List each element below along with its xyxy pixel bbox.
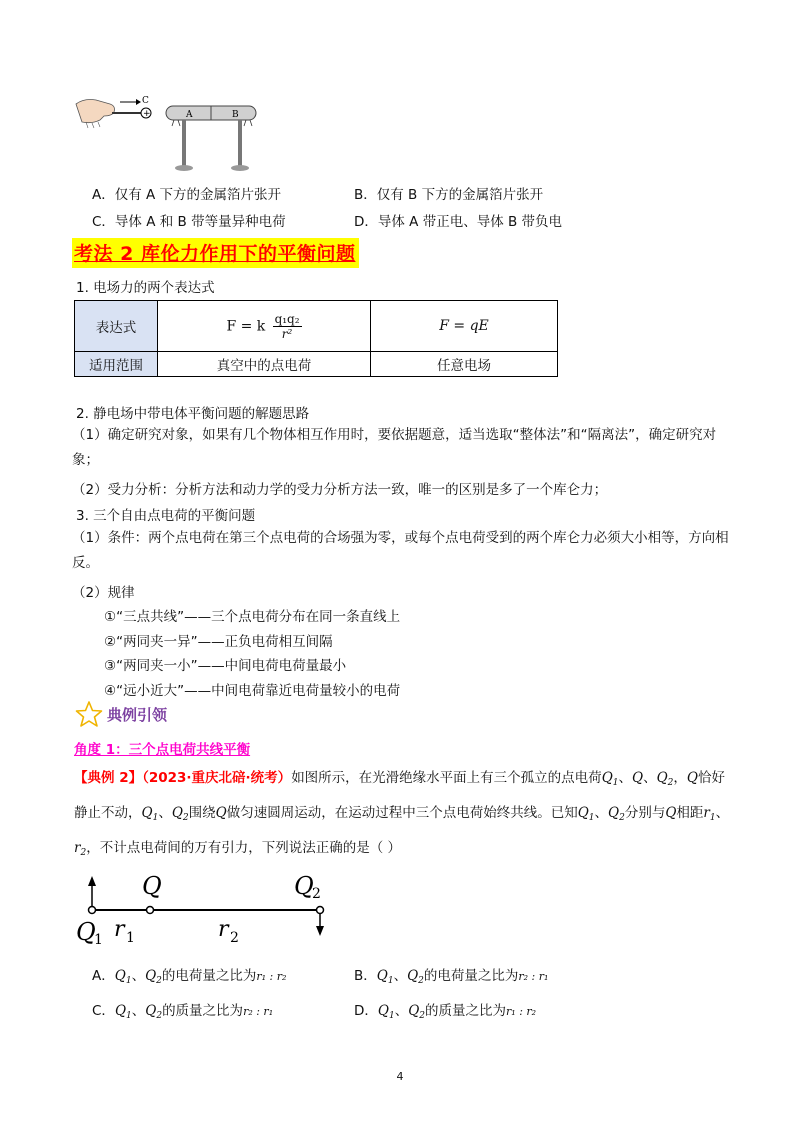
label-r2-sub: 2 bbox=[230, 930, 239, 946]
option-c: C．$Q_1$、$Q_2$的质量之比为r₂ : r₁ bbox=[92, 1003, 274, 1021]
section-heading: 考法 2 库伦力作用下的平衡问题 bbox=[72, 238, 359, 268]
example-text: 做匀速圆周运动，在运动过程中三个点电荷始终共线。已知 bbox=[226, 805, 578, 821]
svg-text:+: + bbox=[143, 109, 151, 119]
formula-numerator: q₁q₂ bbox=[274, 311, 300, 326]
option-a: A．$Q_1$、$Q_2$的电荷量之比为r₁ : r₂ bbox=[92, 968, 287, 986]
symbol-q2: $Q_2$ bbox=[171, 805, 189, 823]
symbol-q2: $Q_2$ bbox=[656, 770, 674, 788]
item-3-paragraph-1: （1）条件：两个点电荷在第三个点电荷的合场强为零，或每个点电荷受到的两个库仑力必须大小相等，方向相反。 bbox=[72, 530, 729, 571]
figure-conductors bbox=[74, 94, 274, 174]
example-banner bbox=[74, 700, 167, 728]
expression-table bbox=[74, 300, 558, 377]
example-text: 恰好静止不动， bbox=[74, 770, 725, 821]
rule-item: ③“两同夹一小”——中间电荷电荷量最小 bbox=[104, 658, 347, 674]
symbol-q1: $Q_1$ bbox=[141, 805, 159, 823]
figure-three-charges bbox=[70, 862, 340, 952]
formula-coulomb-lhs: F = k bbox=[226, 318, 266, 334]
formula-fraction bbox=[273, 312, 302, 341]
item-1-title: 1. 电场力的两个表达式 bbox=[76, 280, 215, 296]
option-d: D．导体 A 带正电、导体 B 带负电 bbox=[354, 214, 563, 230]
label-q1-sub: 1 bbox=[94, 932, 103, 948]
example-source: （2023·重庆北碚·统考） bbox=[142, 770, 292, 786]
label-q1: Q bbox=[76, 918, 96, 946]
example-text: 如图所示，在光滑绝缘水平面上有三个孤立的点电荷 bbox=[291, 770, 602, 786]
example-text: 相距 bbox=[676, 805, 704, 821]
symbol-q: Q bbox=[686, 770, 698, 786]
example-label: 【典例 2】 bbox=[74, 770, 143, 786]
section-heading-wrap bbox=[72, 238, 359, 268]
example-text: ，不计点电荷间的万有引力，下列说法正确的是（ ） bbox=[86, 840, 401, 856]
angle-title: 角度 1：三个点电荷共线平衡 bbox=[74, 742, 251, 758]
option-b: B．仅有 B 下方的金属箔片张开 bbox=[354, 187, 544, 203]
item-3-paragraph-2: （2）规律 bbox=[72, 585, 135, 601]
formula-field bbox=[371, 301, 558, 352]
item-2-title: 2. 静电场中带电体平衡问题的解题思路 bbox=[76, 406, 310, 422]
rule-item: ①“三点共线”——三个点电荷分布在同一条直线上 bbox=[104, 609, 401, 625]
page-number: 4 bbox=[396, 1070, 404, 1083]
option-d: D．$Q_1$、$Q_2$的质量之比为r₁ : r₂ bbox=[354, 1003, 537, 1021]
formula-coulomb bbox=[158, 301, 371, 352]
table-header-scope: 适用范围 bbox=[75, 352, 158, 377]
label-r1-sub: 1 bbox=[126, 930, 135, 946]
label-q: Q bbox=[142, 872, 162, 900]
option-a: A．仅有 A 下方的金属箔片张开 bbox=[92, 187, 282, 203]
label-c: C bbox=[142, 96, 149, 106]
formula-denominator: r² bbox=[281, 326, 293, 341]
rule-item: ②“两同夹一异”——正负电荷相互间隔 bbox=[104, 634, 333, 650]
symbol-r1: $r_1$ bbox=[703, 805, 716, 823]
rule-item: ④“远小近大”——中间电荷靠近电荷量较小的电荷 bbox=[104, 683, 401, 699]
formula-field-text: F = qE bbox=[439, 318, 489, 334]
label-q2: Q bbox=[294, 872, 314, 900]
label-r1: r bbox=[114, 917, 125, 942]
label-r2: r bbox=[218, 917, 229, 942]
option-b: B．$Q_1$、$Q_2$的电荷量之比为r₂ : r₁ bbox=[354, 968, 549, 986]
label-a: A bbox=[186, 110, 193, 120]
label-q2-sub: 2 bbox=[312, 886, 321, 902]
table-header-expression: 表达式 bbox=[75, 301, 158, 352]
symbol-q1: $Q_1$ bbox=[601, 770, 619, 788]
item-2-paragraph-1: （1）确定研究对象，如果有几个物体相互作用时，要依据题意，适当选取“整体法”和“隔离法”，确定研究对象； bbox=[72, 427, 717, 468]
scope-point-charge: 真空中的点电荷 bbox=[158, 352, 371, 377]
star-icon bbox=[74, 700, 104, 728]
symbol-r2: $r_2$ bbox=[74, 840, 87, 858]
item-3-title: 3. 三个自由点电荷的平衡问题 bbox=[76, 508, 256, 524]
item-2-paragraph-2: （2）受力分析：分析方法和动力学的受力分析方法一致，唯一的区别是多了一个库仑力； bbox=[72, 482, 608, 498]
symbol-q1: $Q_1$ bbox=[577, 805, 595, 823]
symbol-q: Q bbox=[215, 805, 227, 821]
example-text: 围绕 bbox=[188, 805, 216, 821]
symbol-q: Q bbox=[632, 770, 644, 786]
label-b: B bbox=[232, 110, 239, 120]
option-c: C．导体 A 和 B 带等量异种电荷 bbox=[92, 214, 286, 230]
symbol-q: Q bbox=[665, 805, 677, 821]
banner-label: 典例引领 bbox=[107, 705, 168, 724]
scope-any-field: 任意电场 bbox=[371, 352, 558, 377]
symbol-q2: $Q_2$ bbox=[608, 805, 625, 823]
example-paragraph: 【典例 2】（2023·重庆北碚·统考）如图所示，在光滑绝缘水平面上有三个孤立的点电荷$Q_1$、Q、$Q_2$，Q恰好静止不动，$Q_1$、$Q_2$围绕Q做匀速圆周运动，在运动过程中三个点电荷始终共线。已知$Q_1$、$Q_2$分别与Q相距$r_1$、$r_2$，不计点电荷间的万有引力，下列说法正确的是（ ） bbox=[74, 770, 730, 858]
example-text: 分别与 bbox=[624, 805, 666, 821]
